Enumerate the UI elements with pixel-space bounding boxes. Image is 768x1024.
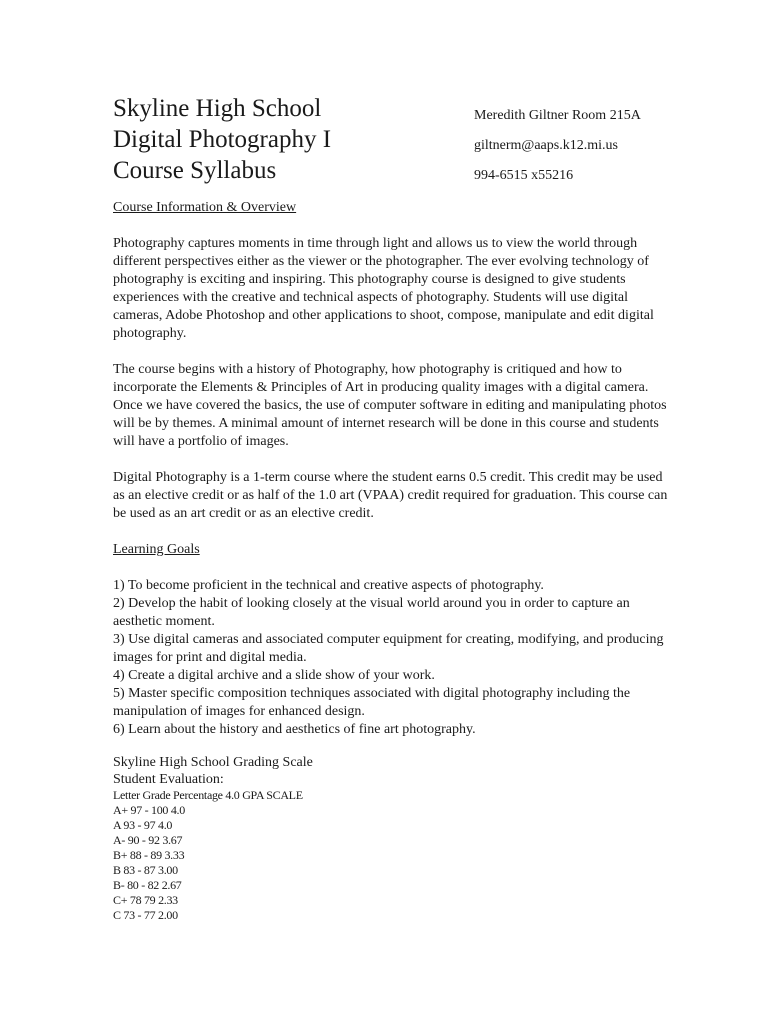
overview-paragraph: Photography captures moments in time through light and allows us to view the world through different perspectives either as the viewer or the photographer. The ever evolving technology of photography is exciting and inspiring. This photography course is designed to give students experiences with the creative and technical aspects of photography. Students will use digital cameras, Adobe Photoshop and other applications to shoot, compose, manipulate and edit digital photography. (113, 236, 654, 341)
teacher-email: giltnerm@aaps.k12.mi.us (474, 138, 618, 153)
grade-row: B+ 88 - 89 3.33 (113, 848, 185, 862)
course-name: Digital Photography I (113, 126, 332, 153)
grade-row: A 93 - 97 4.0 (113, 818, 173, 832)
grade-row: B- 80 - 82 2.67 (113, 878, 182, 892)
goal-item: 3) Use digital cameras and associated computer equipment for creating, modifying, and producing images for print and digital media. (113, 632, 664, 665)
goal-item: 1) To become proficient in the technical and creative aspects of photography. (113, 578, 544, 593)
header-contact (474, 101, 754, 191)
overview-heading: Course Information & Overview (113, 200, 297, 215)
grade-row: A- 90 - 92 3.67 (113, 833, 183, 847)
document-title: Course Syllabus (113, 157, 277, 184)
syllabus-body (113, 199, 668, 739)
goal-item: 6) Learn about the history and aesthetics of fine art photography. (113, 722, 476, 737)
grading-columns: Letter Grade Percentage 4.0 GPA SCALE (113, 788, 303, 802)
grade-row: B 83 - 87 3.00 (113, 863, 178, 877)
goal-item: 5) Master specific composition techniques associated with digital photography including the manipulation of images for enhanced design. (113, 686, 631, 719)
grading-title: Skyline High School Grading Scale (113, 755, 313, 770)
grade-row: C+ 78 79 2.33 (113, 893, 178, 907)
teacher-room: Meredith Giltner Room 215A (474, 108, 641, 123)
goals-heading: Learning Goals (113, 542, 200, 557)
goal-item: 4) Create a digital archive and a slide show of your work. (113, 668, 435, 683)
grading-subtitle: Student Evaluation: (113, 772, 224, 787)
school-name: Skyline High School (113, 95, 322, 122)
overview-paragraph: Digital Photography is a 1-term course where the student earns 0.5 credit. This credit may be used as an elective credit or as half of the 1.0 art (VPAA) credit required for graduation. This course can be used as an art credit or as an elective credit. (113, 470, 668, 521)
overview-paragraph: The course begins with a history of Photography, how photography is critiqued and how to incorporate the Elements & Principles of Art in producing quality images with a digital camera. Once we have covered the basics, the use of computer software in editing and manipulating photos will be by themes. A minimal amount of internet research will be done in this course and students will have a portfolio of images. (113, 362, 667, 449)
grade-row: C 73 - 77 2.00 (113, 908, 178, 922)
grade-row: A+ 97 - 100 4.0 (113, 803, 185, 817)
teacher-phone: 994-6515 x55216 (474, 168, 574, 183)
goal-item: 2) Develop the habit of looking closely at the visual world around you in order to capture an aesthetic moment. (113, 596, 630, 629)
grading-scale (113, 754, 513, 923)
header-titles (113, 93, 453, 186)
